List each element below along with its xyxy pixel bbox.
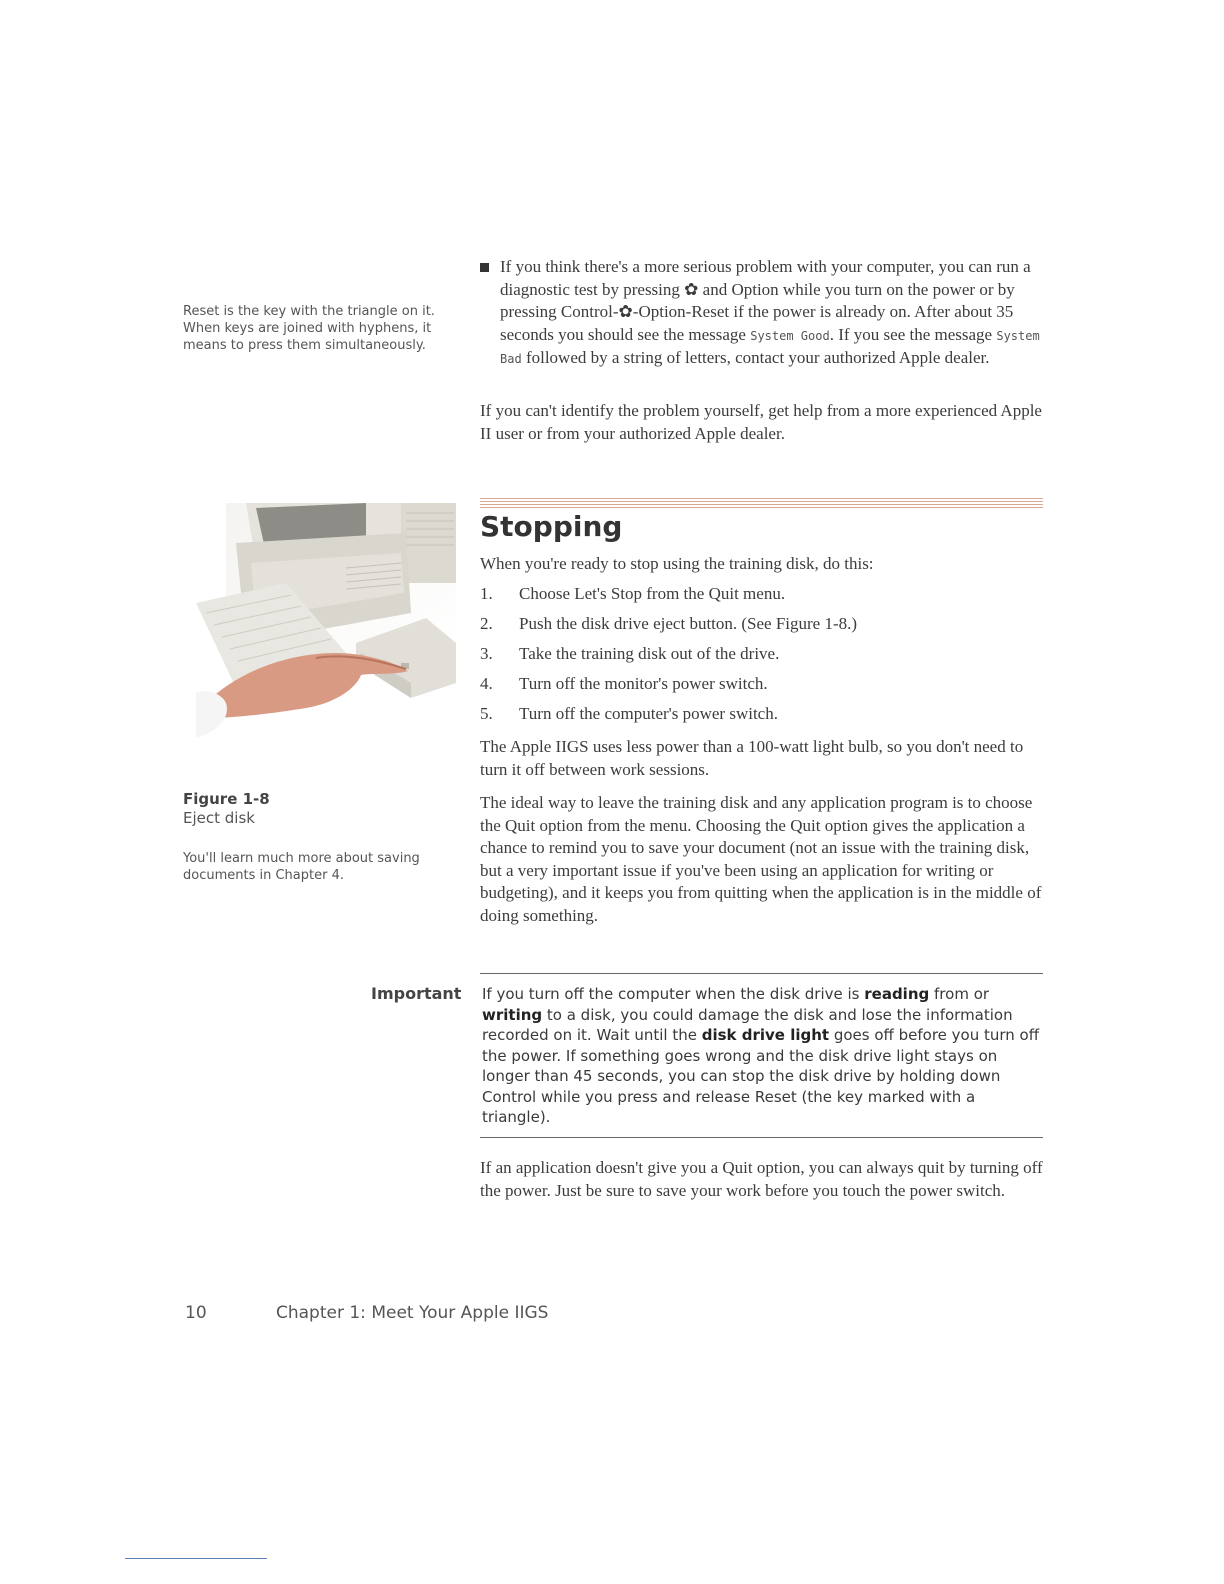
- chapter-title: Chapter 1: Meet Your Apple IIGS: [276, 1303, 549, 1323]
- eject-disk-illustration: [196, 503, 456, 738]
- step-number: 3.: [480, 644, 493, 663]
- step-number: 1.: [480, 584, 493, 603]
- step-text: Push the disk drive eject button. (See Figure 1-8.): [519, 614, 858, 633]
- important-bold-reading: reading: [864, 985, 930, 1003]
- bullet-text-1: If you think there's a more serious problem with your computer, you can run a diagnostic test by pressing: [500, 257, 1031, 299]
- message-system-good: System Good: [750, 328, 830, 343]
- page-number: 10: [185, 1303, 207, 1323]
- paragraph-help: If you can't identify the problem yourself, get help from a more experienced Apple II user or from your authorized Apple dealer.: [480, 401, 1042, 443]
- bullet-square-icon: [480, 263, 489, 272]
- step-item: [480, 703, 1045, 733]
- paragraph-quit: The ideal way to leave the training disk and any application program is to choose the Quit option from the menu. Choosing the Quit option gives the application a chance to remind you to save your document (not an issue with the training disk, but a very important issue if you've been using an application for writing or budgeting), and it keeps you from quitting when the application is in the middle of doing something.: [480, 793, 1042, 925]
- figure-label: Figure 1-8: [183, 790, 270, 808]
- important-label: Important: [371, 984, 462, 1003]
- section-divider: [480, 498, 1043, 510]
- important-bold-light: disk drive light: [701, 1026, 830, 1044]
- section-heading: Stopping: [480, 510, 623, 543]
- bullet-text-5: followed by a string of letters, contact your authorized Apple dealer.: [521, 348, 990, 367]
- step-number: 4.: [480, 674, 493, 693]
- step-item: [480, 613, 1045, 643]
- margin-note-chapter4: You'll learn much more about saving documents in Chapter 4.: [183, 851, 420, 883]
- important-bottom-rule: [480, 1137, 1043, 1138]
- step-item: [480, 643, 1045, 673]
- important-text-1: If you turn off the computer when the disk drive is: [482, 985, 865, 1003]
- bullet-diagnostic: [480, 256, 1045, 371]
- steps-list: [480, 583, 1045, 733]
- section-intro: When you're ready to stop using the training disk, do this:: [480, 554, 874, 573]
- paragraph-final: If an application doesn't give you a Quit option, you can always quit by turning off the power. Just be sure to save your work before you touch the power switch.: [480, 1158, 1043, 1200]
- paragraph-power: The Apple IIGS uses less power than a 100-watt light bulb, so you don't need to turn it off between work sessions.: [480, 737, 1024, 779]
- step-text: Choose Let's Stop from the Quit menu.: [519, 584, 786, 603]
- bullet-text-3: -Option-Reset if the power is already on. After about 35 seconds you should see the message: [500, 302, 1014, 344]
- step-item: [480, 673, 1045, 703]
- bottom-rule: [125, 1558, 267, 1559]
- apple-key-icon: ✿: [618, 302, 633, 321]
- important-top-rule: [480, 973, 1043, 974]
- important-text-4: goes off before you turn off the power. If something goes wrong and the disk drive light stays on longer than 45 seconds, you can stop the disk drive by holding down Control while you press and release Reset (the key marked with a triangle).: [482, 1026, 1040, 1126]
- figure-caption: Eject disk: [183, 809, 255, 827]
- step-number: 5.: [480, 704, 493, 723]
- important-bold-writing: writing: [482, 1005, 543, 1024]
- step-item: [480, 583, 1045, 613]
- bullet-text-4: . If you see the message: [829, 324, 997, 344]
- message-system-bad: System Bad: [500, 328, 1040, 366]
- important-text: [482, 984, 1047, 1128]
- bullet-text-2: and Option while you turn on the power or by pressing Control-: [500, 279, 1015, 321]
- step-text: Take the training disk out of the drive.: [519, 644, 780, 663]
- step-text: Turn off the monitor's power switch.: [519, 674, 768, 693]
- important-text-3: to a disk, you could damage the disk and lose the information recorded on it. Wait until the: [482, 1005, 1013, 1044]
- apple-key-icon: ✿: [684, 279, 699, 299]
- step-number: 2.: [480, 614, 493, 633]
- important-text-2: from or: [929, 985, 990, 1003]
- margin-note-reset: Reset is the key with the triangle on it. When keys are joined with hyphens, it means to press them simultaneously.: [183, 304, 435, 353]
- step-text: Turn off the computer's power switch.: [519, 704, 778, 723]
